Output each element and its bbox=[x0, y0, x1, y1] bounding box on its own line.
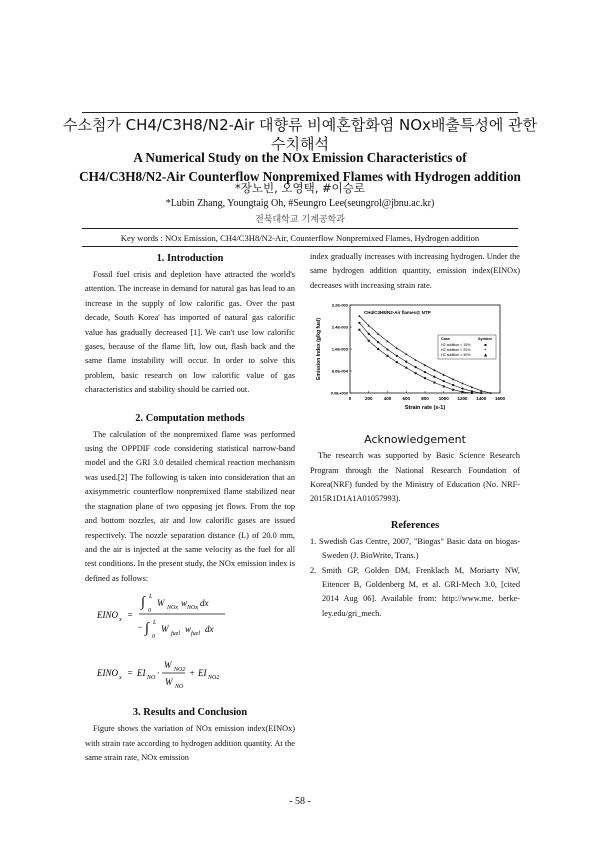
svg-text:L: L bbox=[153, 620, 157, 627]
data-point bbox=[471, 390, 473, 392]
legend-entry: H2 addition = 20% bbox=[441, 348, 471, 353]
y-tick-label: 3.2E-003 bbox=[331, 302, 348, 308]
y-axis-label: Emission Index (g/kg fuel) bbox=[316, 318, 322, 381]
svg-text:fuel: fuel bbox=[171, 631, 180, 638]
svg-text:EI: EI bbox=[137, 668, 146, 679]
figure bbox=[310, 297, 520, 427]
data-point bbox=[368, 333, 370, 335]
data-point bbox=[358, 329, 360, 331]
data-point bbox=[462, 391, 464, 393]
title-english-line-1: A Numerical Study on the NOx Emission Characteristics of bbox=[133, 150, 467, 165]
methods-text: The calculation of the nonpremixed flame was performed using the OPPDIF code considering statistical narrow-band model and the GRI 3.0 detailed chemical reaction mechanism was used.[2] The following is taken into consideration that an axisymmetric counterflow nonpremixed flame stabilized near the stagnation plane of two opposing jet flows. From the top and bottom nozzles, air and low calorific gases are issued respectively. The nozzle separation distance (L) of 20.0 mm, and the air is injected at the same velocity as the fuel for all test conditions. In the present study, the NOx emission index is defined as follows: bbox=[85, 429, 295, 583]
data-point bbox=[433, 382, 435, 384]
reference-item: 1. Swedish Gas Centre, 2007, "Biogas" Basic data on biogas-Sweden (J. BioWrite, Trans.) bbox=[310, 536, 520, 561]
svg-text:L: L bbox=[149, 594, 153, 601]
chart-title: CH4/C3H8/N2-Air flames@ NTP bbox=[364, 310, 431, 316]
svg-text:dx: dx bbox=[205, 624, 214, 635]
svg-text:W: W bbox=[161, 624, 169, 635]
data-point bbox=[405, 361, 407, 363]
data-point bbox=[368, 340, 370, 342]
data-point bbox=[452, 389, 454, 391]
results-heading: 3. Results and Conclusion bbox=[132, 707, 248, 719]
data-point bbox=[386, 349, 388, 351]
y-tick-label: 2.4E-003 bbox=[331, 324, 348, 330]
x-tick-label: 600 bbox=[402, 396, 411, 402]
data-point bbox=[396, 361, 398, 363]
svg-text:W: W bbox=[165, 677, 173, 688]
svg-text:EINO: EINO bbox=[97, 610, 118, 621]
legend-title: Case bbox=[441, 337, 451, 342]
data-point bbox=[415, 372, 417, 374]
x-tick-label: 1000 bbox=[438, 396, 449, 402]
svg-text:∫: ∫ bbox=[145, 621, 149, 637]
svg-text:W: W bbox=[157, 598, 165, 609]
nox-emission-chart bbox=[310, 297, 520, 427]
page-number: - 58 - bbox=[289, 796, 311, 807]
data-point bbox=[424, 371, 426, 373]
svg-text:NO: NO bbox=[175, 684, 184, 691]
title-english-line-2: CH4/C3H8/N2-Air Counterflow Nonpremixed Flames with Hydrogen addition bbox=[79, 169, 521, 184]
data-point bbox=[480, 392, 482, 394]
data-point bbox=[461, 388, 463, 390]
svg-text:NO2: NO2 bbox=[208, 675, 220, 682]
svg-text:NO2: NO2 bbox=[174, 667, 186, 674]
keywords: Key words : NOx Emission, CH4/C3H8/N2-Air, Counterflow Nonpremixed Flames, Hydrogen addition bbox=[120, 233, 480, 243]
ack-heading: Acknowledgement bbox=[364, 433, 466, 447]
data-point bbox=[433, 376, 435, 378]
references-list bbox=[310, 535, 520, 621]
keywords-rule-bottom bbox=[82, 246, 518, 247]
nox-emission-equations bbox=[85, 586, 295, 704]
data-point bbox=[358, 315, 360, 317]
data-point bbox=[443, 386, 445, 388]
data-point bbox=[396, 355, 398, 357]
svg-text:0: 0 bbox=[152, 634, 155, 641]
svg-text:x: x bbox=[119, 675, 122, 682]
svg-text:=: = bbox=[127, 668, 134, 679]
svg-text:fuel: fuel bbox=[191, 631, 200, 638]
methods-heading: 2. Computation methods bbox=[135, 412, 245, 424]
legend-symbol: ▲ bbox=[484, 352, 488, 358]
data-point bbox=[377, 341, 379, 343]
data-point bbox=[424, 377, 426, 379]
results-text: Figure shows the variation of NOx emission index(EINOx) with strain rate according to hydrogen addition quantity. At the same strain rate, NOx emission bbox=[85, 724, 295, 762]
intro-heading: 1. Introduction bbox=[156, 253, 224, 264]
x-tick-label: 0 bbox=[348, 396, 352, 402]
legend-symbol: ▪ bbox=[484, 342, 487, 348]
y-tick-label: 1.6E-003 bbox=[331, 346, 348, 352]
svg-text:w: w bbox=[185, 624, 192, 635]
top-rule bbox=[82, 112, 518, 113]
legend-entry: H2 addition = 10% bbox=[441, 343, 471, 348]
data-point bbox=[405, 353, 407, 355]
affiliation: 전북대학교 기계공학과 bbox=[255, 215, 345, 225]
svg-text:·: · bbox=[157, 668, 160, 679]
svg-text:x: x bbox=[119, 617, 122, 624]
data-point bbox=[452, 384, 454, 386]
legend-title: Symbol bbox=[478, 337, 492, 342]
legend-entry: H2 addition = 30% bbox=[441, 353, 471, 358]
svg-text:∫: ∫ bbox=[141, 595, 145, 611]
svg-text:+: + bbox=[189, 668, 196, 679]
data-point bbox=[387, 355, 389, 357]
results-text-continued: index gradually increases with increasing hydrogen. Under the same hydrogen addition quantity, emission index(EINOx) decreases with increasing strain rate. bbox=[310, 252, 520, 290]
refs-heading: References bbox=[390, 519, 440, 531]
y-tick-label: 0.0E+000 bbox=[330, 390, 348, 396]
x-tick-label: 400 bbox=[383, 396, 392, 402]
data-point bbox=[377, 348, 379, 350]
svg-text:NO: NO bbox=[147, 675, 156, 682]
svg-text:dx: dx bbox=[200, 598, 209, 609]
intro-text: Fossil fuel crisis and depletion have attracted the world's attention. The increase in demand for natural gas has lead to an increase in the supply of low calorific gas. Over the past decade, South Korea' has imported of natural gas calorific value has gradually decreased [1]. We can't use low calorific gases, because of the flame lift, low out, flash back and the same flame instability will occur. In order to solve this problem, basic research on low calorific value of gas characteristics and stability should be carried out. bbox=[85, 270, 295, 395]
svg-text:=: = bbox=[127, 610, 134, 621]
svg-text:W: W bbox=[164, 660, 172, 671]
left-column bbox=[85, 250, 295, 765]
chart-plot-area bbox=[316, 303, 506, 412]
svg-text:EINO: EINO bbox=[97, 668, 118, 679]
equations bbox=[85, 586, 295, 704]
authors-english: *Lubin Zhang, Youngtaig Oh, #Seungro Lee(seungrol@jbnu.ac.kr) bbox=[165, 198, 435, 209]
svg-text:w: w bbox=[181, 598, 188, 609]
x-tick-label: 200 bbox=[364, 396, 373, 402]
data-point bbox=[415, 366, 417, 368]
keywords-rule-top bbox=[82, 228, 518, 229]
y-tick-label: 8.0E-004 bbox=[331, 368, 348, 374]
x-tick-label: 1200 bbox=[457, 396, 468, 402]
svg-text:0: 0 bbox=[148, 608, 151, 615]
x-tick-label: 1400 bbox=[476, 396, 487, 402]
ack-text: The research was supported by Basic Science Research Program through the National Research Foundation of Korea(NRF) funded by the Ministry of Education (No. NRF-2015R1D1A1A01057993). bbox=[310, 451, 520, 504]
svg-text:−: − bbox=[137, 622, 144, 633]
svg-text:NOx: NOx bbox=[187, 605, 198, 612]
svg-text:EI: EI bbox=[198, 668, 207, 679]
data-point bbox=[443, 380, 445, 382]
reference-item: 2. Smith GP, Golden DM, Frenklach M, Moriarty NW, Eitencer B, Goldenberg M, et al. GRI-Mech 3.0, [cited 2014 Aug 06]. Available from: http://www.me. berke-ley.edu/gri_mech. bbox=[310, 565, 520, 618]
x-axis-label: Strain rate (s-1) bbox=[404, 405, 446, 412]
page-title-korean: 수소첨가 CH4/C3H8/N2-Air 대향류 비예혼합화염 NOx배출특성에 관한 수치해석 bbox=[62, 116, 538, 153]
x-tick-label: 800 bbox=[421, 396, 429, 402]
data-point bbox=[405, 367, 407, 369]
authors-korean: *장노빈, 오영택, #이승로 bbox=[235, 181, 365, 195]
data-point bbox=[358, 322, 360, 324]
x-tick-label: 1600 bbox=[494, 396, 506, 402]
legend-symbol: • bbox=[484, 347, 487, 353]
right-column bbox=[310, 250, 520, 621]
svg-text:NOx: NOx bbox=[167, 605, 178, 612]
